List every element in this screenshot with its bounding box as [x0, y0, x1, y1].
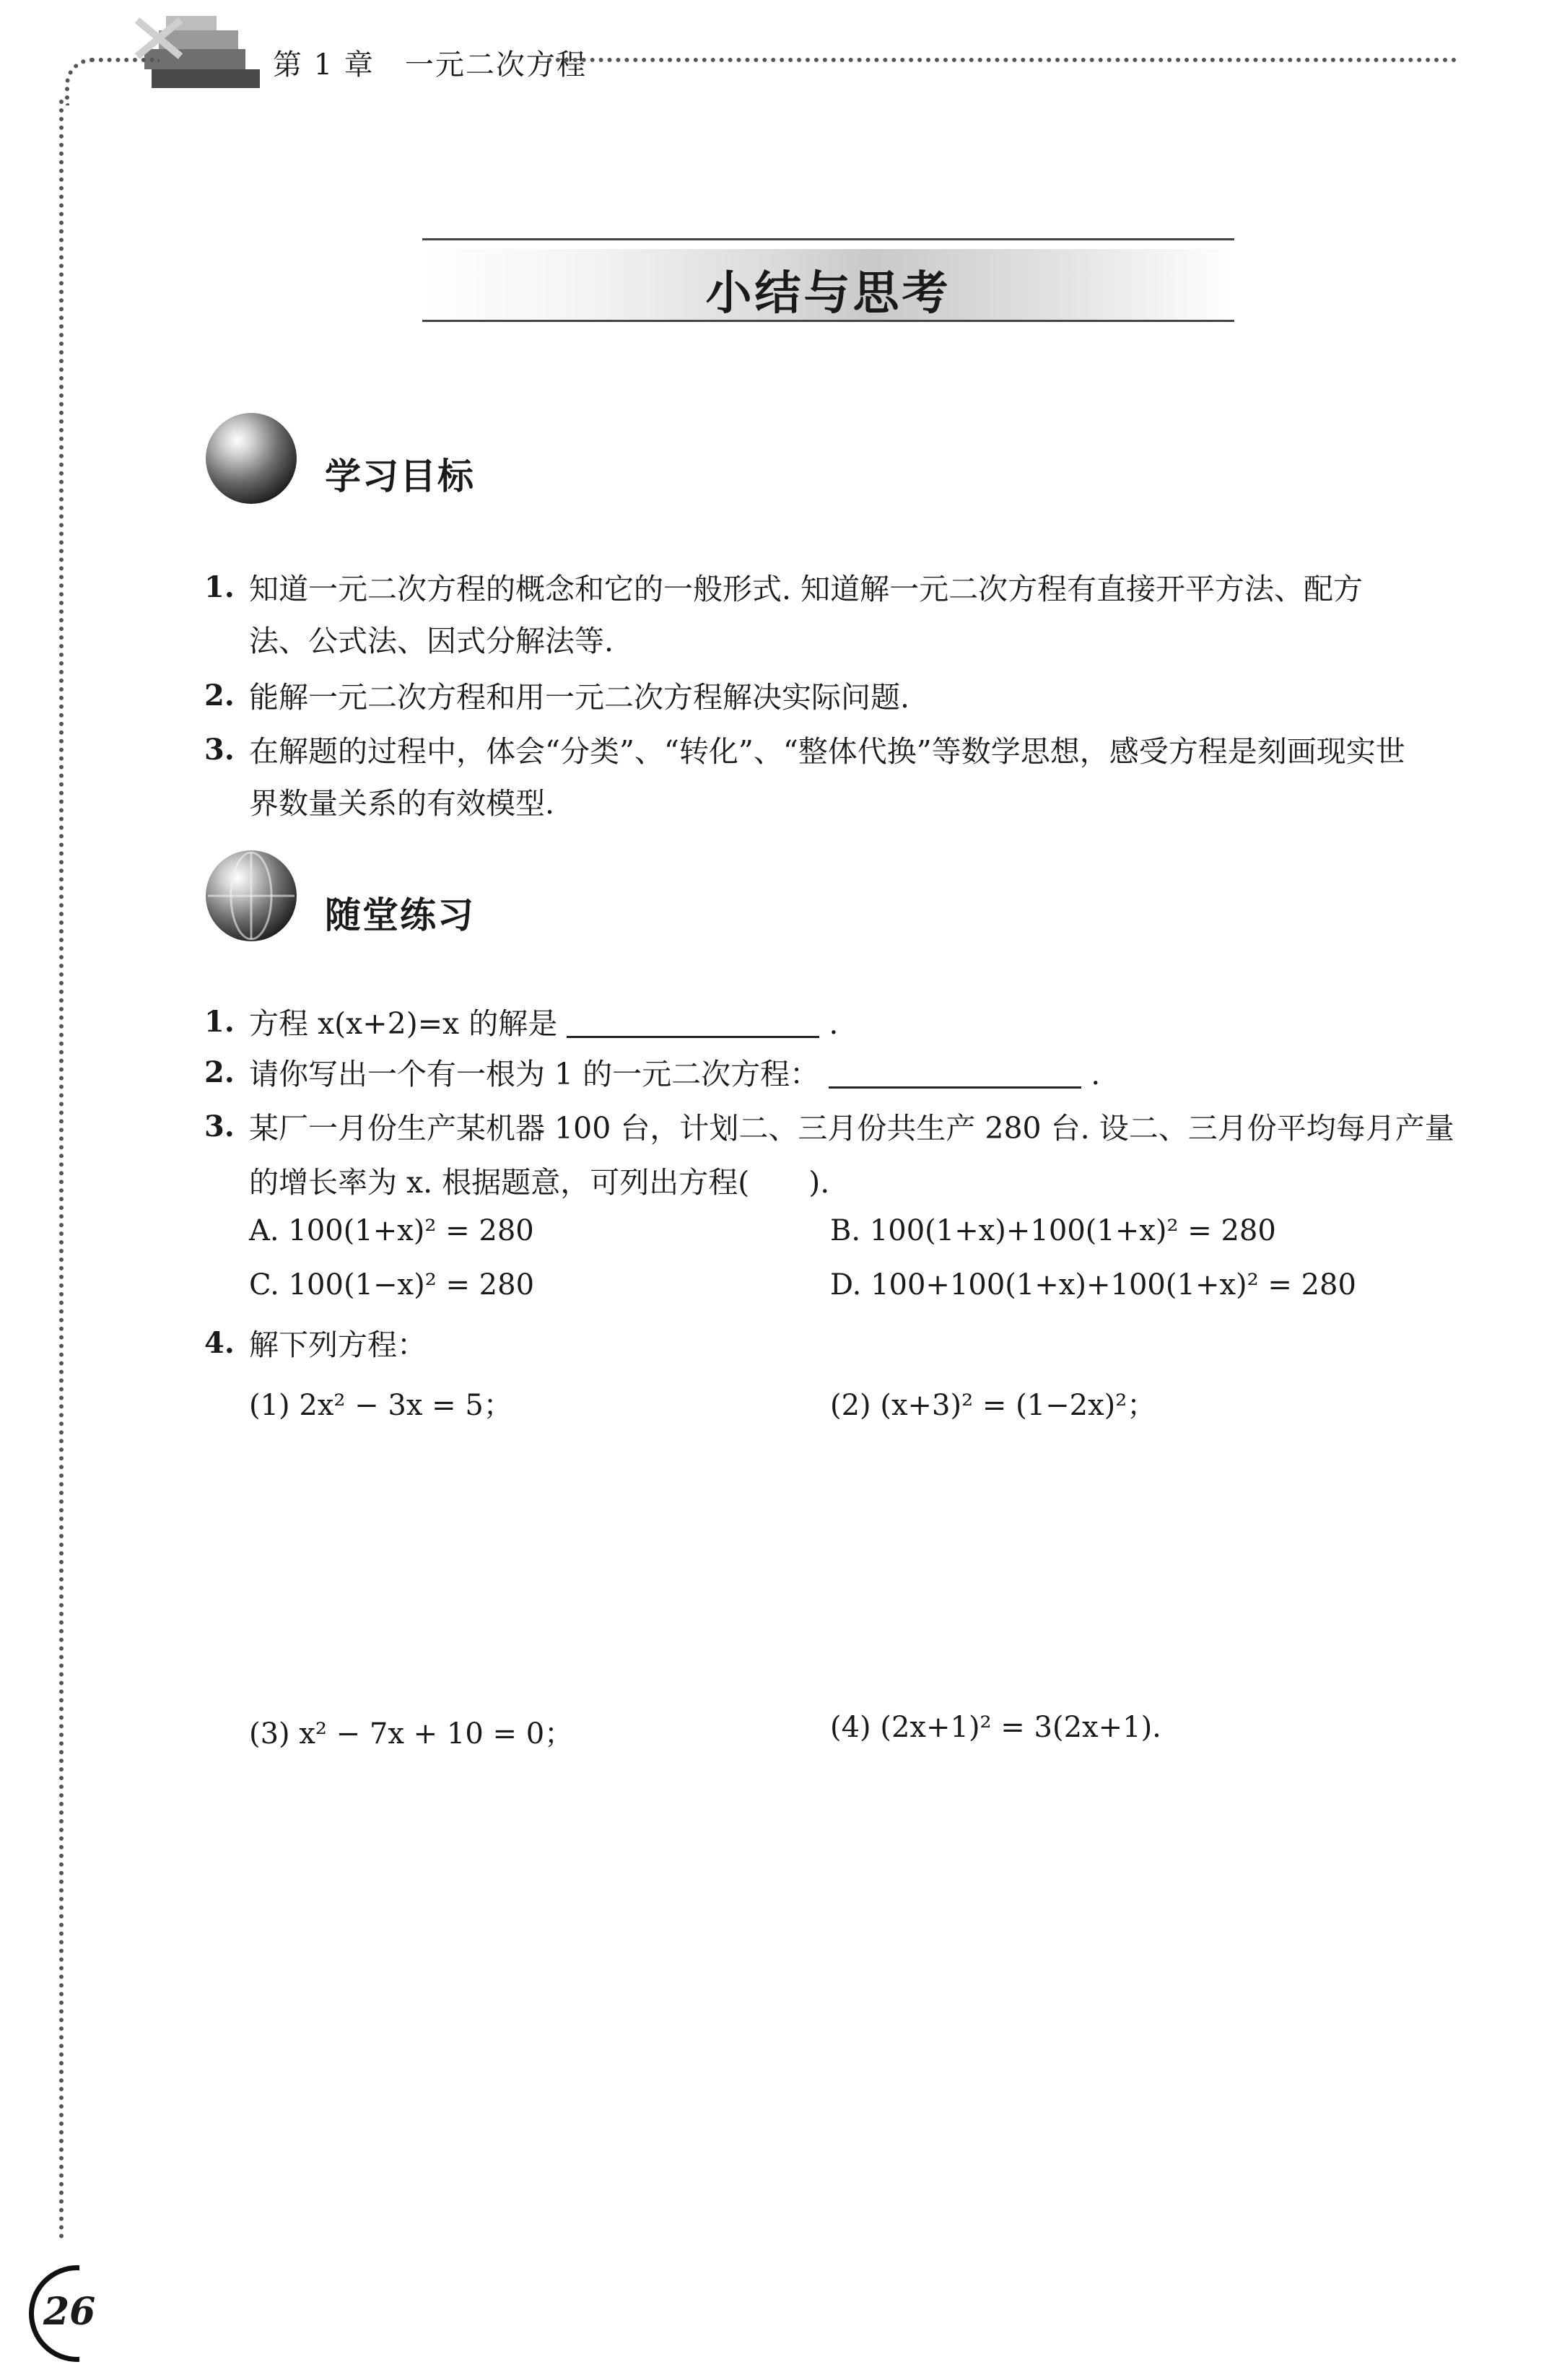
chapter-header: 第 1 章 一元二次方程: [273, 48, 587, 82]
globe-grid-icon: [206, 850, 297, 941]
goal-number: 3.: [204, 733, 235, 767]
practice-heading: 随堂练习: [325, 894, 475, 936]
subquestion-3: (3) x² − 7x + 10 = 0；: [249, 1717, 574, 1751]
section-title: 小结与思考: [705, 267, 951, 321]
goal-text: 知道一元二次方程的概念和它的一般形式. 知道解一元二次方程有直接开平方法、配方: [249, 572, 1364, 606]
question-text: 请你写出一个有一根为 1 的一元二次方程：: [249, 1057, 820, 1091]
option-d[interactable]: D. 100+100(1+x)+100(1+x)² = 280: [830, 1268, 1356, 1302]
option-c[interactable]: C. 100(1−x)² = 280: [249, 1268, 535, 1302]
goal-text: 界数量关系的有效模型.: [249, 786, 555, 821]
goals-heading: 学习目标: [325, 455, 475, 497]
subquestion-2: (2) (x+3)² = (1−2x)²；: [830, 1389, 1156, 1422]
question-number: 2.: [204, 1055, 235, 1089]
decorative-border-corner: [65, 58, 160, 105]
goal-number: 1.: [204, 570, 235, 604]
question-1: [249, 1000, 838, 1042]
question-number: 4.: [204, 1326, 235, 1360]
goal-text: 能解一元二次方程和用一元二次方程解决实际问题.: [249, 680, 910, 715]
goal-text: 在解题的过程中，体会“分类”、“转化”、“整体代换”等数学思想，感受方程是刻画现实世: [249, 734, 1405, 769]
subquestion-1: (1) 2x² − 3x = 5；: [249, 1389, 512, 1422]
question-text: 的增长率为 x. 根据题意，可列出方程( ).: [249, 1165, 830, 1200]
globe-icon: [206, 850, 297, 941]
subquestion-4: (4) (2x+1)² = 3(2x+1).: [830, 1711, 1161, 1744]
decorative-border-left: [59, 100, 64, 2240]
option-a[interactable]: A. 100(1+x)² = 280: [249, 1214, 534, 1247]
goal-text: 法、公式法、因式分解法等.: [249, 624, 614, 658]
answer-blank[interactable]: [567, 1004, 819, 1038]
header-dotted-rule: [547, 58, 1457, 62]
question-end: .: [1091, 1057, 1101, 1091]
question-text: 某厂一月份生产某机器 100 台，计划二、三月份共生产 280 台. 设二、三月份平均每月产量: [249, 1111, 1454, 1146]
question-number: 3.: [204, 1110, 235, 1143]
answer-blank[interactable]: [829, 1055, 1081, 1089]
question-number: 1.: [204, 1005, 235, 1039]
goal-number: 2.: [204, 679, 235, 712]
question-2: [249, 1050, 1100, 1093]
question-end: .: [829, 1006, 839, 1041]
option-b[interactable]: B. 100(1+x)+100(1+x)² = 280: [830, 1214, 1276, 1247]
question-text: 方程 x(x+2)=x 的解是: [249, 1006, 558, 1041]
title-rule-top: [422, 238, 1234, 240]
sphere-icon: [206, 413, 297, 504]
question-text: 解下列方程：: [249, 1328, 427, 1362]
page-number: 26: [43, 2290, 96, 2334]
